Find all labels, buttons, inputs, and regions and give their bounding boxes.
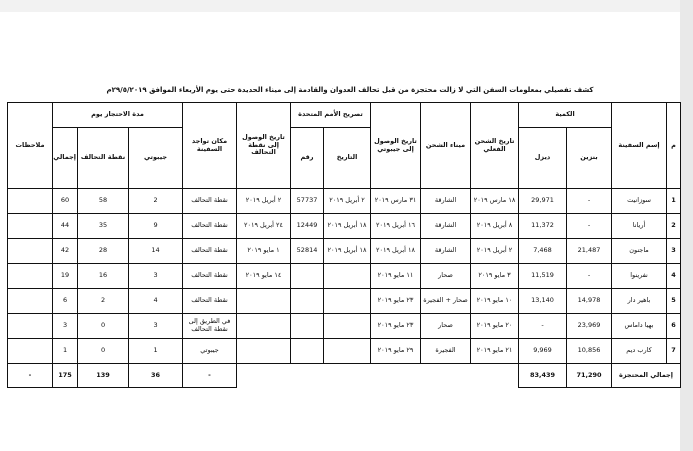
- cell-ship: باهير دار: [612, 289, 667, 314]
- cell-port: الشارقة: [421, 214, 471, 239]
- cell-location: نقطة التحالف: [183, 289, 237, 314]
- cell-days-total: 6: [53, 289, 78, 314]
- cell-diesel: -: [519, 314, 567, 339]
- cell-days-coalition: 35: [78, 214, 129, 239]
- cell-days-total: 1: [53, 339, 78, 364]
- cell-no: 6: [667, 314, 681, 339]
- cell-port: صحار: [421, 314, 471, 339]
- cell-load-date: ١٨ مارس ٢٠١٩: [471, 189, 519, 214]
- header-detention-days: مدة الاحتجاز يوم: [53, 103, 183, 128]
- header-djibouti-arrival-date: تاريخ الوصول إلى جيبوتي: [371, 103, 421, 189]
- totals-notes: -: [8, 364, 53, 388]
- cell-ship: كارب ديم: [612, 339, 667, 364]
- cell-no: 1: [667, 189, 681, 214]
- cell-load-date: ٣ مايو ٢٠١٩: [471, 264, 519, 289]
- cell-diesel: 9,969: [519, 339, 567, 364]
- cell-permit-date: ١٨ أبريل ٢٠١٩: [324, 239, 371, 264]
- cell-coalition-date: [237, 289, 291, 314]
- cell-notes: [8, 314, 53, 339]
- cell-days-coalition: 58: [78, 189, 129, 214]
- cell-ship: ماجنون: [612, 239, 667, 264]
- cell-coalition-date: ١ مايو ٢٠١٩: [237, 239, 291, 264]
- cell-days-djibouti: 3: [129, 314, 183, 339]
- table-row: [8, 264, 681, 289]
- cell-ship: بهيا داماس: [612, 314, 667, 339]
- table-row: [8, 189, 681, 214]
- cell-ship: أريانا: [612, 214, 667, 239]
- cell-load-date: ٢ أبريل ٢٠١٩: [471, 239, 519, 264]
- header-permit-no: رقم: [291, 128, 324, 189]
- cell-location: في الطريق إلى نقطة التحالف: [183, 314, 237, 339]
- totals-spacer: [324, 364, 371, 388]
- cell-petrol: -: [567, 214, 612, 239]
- cell-permit-no: [291, 339, 324, 364]
- header-djibouti: جيبوتي: [129, 128, 183, 189]
- cell-days-coalition: 16: [78, 264, 129, 289]
- totals-spacer: [291, 364, 324, 388]
- cell-notes: [8, 239, 53, 264]
- cell-days-djibouti: 2: [129, 189, 183, 214]
- header-notes: ملاحظات: [8, 103, 53, 189]
- cell-diesel: 11,372: [519, 214, 567, 239]
- header-coalition-arrival-date: تاريخ الوصول إلى نقطة التحالف: [237, 103, 291, 189]
- cell-days-djibouti: 9: [129, 214, 183, 239]
- cell-no: 2: [667, 214, 681, 239]
- cell-days-djibouti: 4: [129, 289, 183, 314]
- table-row: [8, 239, 681, 264]
- cell-no: 4: [667, 264, 681, 289]
- table-row: [8, 339, 681, 364]
- cell-days-total: 3: [53, 314, 78, 339]
- cell-djibouti-date: ٢٣ مايو ٢٠١٩: [371, 314, 421, 339]
- table-row: [8, 214, 681, 239]
- cell-location: نقطة التحالف: [183, 264, 237, 289]
- cell-port: الشارقة: [421, 189, 471, 214]
- cell-permit-date: [324, 289, 371, 314]
- cell-permit-no: 57737: [291, 189, 324, 214]
- totals-spacer: [421, 364, 471, 388]
- cell-days-coalition: 2: [78, 289, 129, 314]
- cell-location: نقطة التحالف: [183, 239, 237, 264]
- cell-permit-no: 12449: [291, 214, 324, 239]
- cell-load-date: ١٠ مايو ٢٠١٩: [471, 289, 519, 314]
- header-petrol: بنزين: [567, 128, 612, 189]
- cell-diesel: 11,519: [519, 264, 567, 289]
- cell-coalition-date: [237, 339, 291, 364]
- header-ship-name: إسم السفينة: [612, 103, 667, 189]
- cell-days-total: 42: [53, 239, 78, 264]
- totals-location: -: [183, 364, 237, 388]
- cell-days-total: 19: [53, 264, 78, 289]
- cell-notes: [8, 264, 53, 289]
- totals-spacer: [371, 364, 421, 388]
- cell-permit-no: 52814: [291, 239, 324, 264]
- cell-djibouti-date: ٣١ مارس ٢٠١٩: [371, 189, 421, 214]
- totals-days-djibouti: 36: [129, 364, 183, 388]
- header-actual-loading-date: تاريخ الشحن الفعلي: [471, 103, 519, 189]
- cell-permit-date: [324, 264, 371, 289]
- totals-row: [8, 364, 681, 388]
- cell-djibouti-date: ٢٩ مايو ٢٠١٩: [371, 339, 421, 364]
- cell-permit-date: ٢ أبريل ٢٠١٩: [324, 189, 371, 214]
- cell-notes: [8, 189, 53, 214]
- header-diesel: ديزل: [519, 128, 567, 189]
- cell-djibouti-date: ٢٣ مايو ٢٠١٩: [371, 289, 421, 314]
- cell-days-djibouti: 3: [129, 264, 183, 289]
- cell-diesel: 29,971: [519, 189, 567, 214]
- cell-load-date: ٢٠ مايو ٢٠١٩: [471, 314, 519, 339]
- header-quantity: الكمية: [519, 103, 612, 128]
- cell-port: الشارقة: [421, 239, 471, 264]
- header-permit-date: التاريخ: [324, 128, 371, 189]
- table-row: [8, 314, 681, 339]
- totals-label: إجمالي المحتجزة: [612, 364, 681, 388]
- header-coalition-point: نقطة التحالف: [78, 128, 129, 189]
- cell-days-coalition: 0: [78, 339, 129, 364]
- cell-notes: [8, 339, 53, 364]
- totals-petrol: 71,290: [567, 364, 612, 388]
- cell-petrol: 23,969: [567, 314, 612, 339]
- header-ship-location: مكان تواجد السفينة: [183, 103, 237, 189]
- cell-coalition-date: ١٤ مايو ٢٠١٩: [237, 264, 291, 289]
- cell-djibouti-date: ١٨ أبريل ٢٠١٩: [371, 239, 421, 264]
- cell-location: نقطة التحالف: [183, 214, 237, 239]
- cell-permit-date: ١٨ أبريل ٢٠١٩: [324, 214, 371, 239]
- cell-coalition-date: ٢٤ أبريل ٢٠١٩: [237, 214, 291, 239]
- header-un-permit: تصريح الأمم المتحدة: [291, 103, 371, 128]
- cell-port: الفجيرة: [421, 339, 471, 364]
- cell-coalition-date: ٢ أبريل ٢٠١٩: [237, 189, 291, 214]
- cell-petrol: 14,978: [567, 289, 612, 314]
- cell-location: جيبوتي: [183, 339, 237, 364]
- cell-diesel: 13,140: [519, 289, 567, 314]
- cell-petrol: 10,856: [567, 339, 612, 364]
- cell-permit-no: [291, 314, 324, 339]
- header-total: إجمالي: [53, 128, 78, 189]
- cell-load-date: ٢١ مايو ٢٠١٩: [471, 339, 519, 364]
- document-title: كشف تفصيلي بمعلومات السفن التي لا زالت محتجزة من قبل تحالف العدوان والقادمة إلى ميناء الحديدة حتى يوم الأربعاء الموافق ٢٩/٥/٢٠١٩م: [106, 86, 594, 94]
- cell-no: 7: [667, 339, 681, 364]
- cell-days-djibouti: 1: [129, 339, 183, 364]
- top-bar: [0, 0, 693, 12]
- cell-ship: نفرينوا: [612, 264, 667, 289]
- cell-djibouti-date: ١١ مايو ٢٠١٩: [371, 264, 421, 289]
- cell-petrol: -: [567, 189, 612, 214]
- totals-diesel: 83,439: [519, 364, 567, 388]
- totals-spacer: [471, 364, 519, 388]
- totals-spacer: [237, 364, 291, 388]
- cell-permit-date: [324, 314, 371, 339]
- totals-days-total: 175: [53, 364, 78, 388]
- cell-no: 5: [667, 289, 681, 314]
- header-row-2: [8, 128, 681, 189]
- cell-petrol: 21,487: [567, 239, 612, 264]
- header-row-1: [8, 103, 681, 128]
- cell-permit-no: [291, 264, 324, 289]
- table-row: [8, 289, 681, 314]
- cell-port: صحار + الفجيرة: [421, 289, 471, 314]
- cell-days-coalition: 0: [78, 314, 129, 339]
- cell-djibouti-date: ١٦ أبريل ٢٠١٩: [371, 214, 421, 239]
- totals-days-coalition: 139: [78, 364, 129, 388]
- cell-ship: سوزانيت: [612, 189, 667, 214]
- cell-no: 3: [667, 239, 681, 264]
- cell-days-total: 44: [53, 214, 78, 239]
- header-no: م: [667, 103, 681, 189]
- cell-notes: [8, 289, 53, 314]
- cell-petrol: -: [567, 264, 612, 289]
- cell-location: نقطة التحالف: [183, 189, 237, 214]
- cell-port: صحار: [421, 264, 471, 289]
- header-loading-port: ميناء الشحن: [421, 103, 471, 189]
- cell-days-coalition: 28: [78, 239, 129, 264]
- right-scrollbar[interactable]: [680, 0, 693, 451]
- cell-days-djibouti: 14: [129, 239, 183, 264]
- cell-coalition-date: [237, 314, 291, 339]
- cell-days-total: 60: [53, 189, 78, 214]
- cell-diesel: 7,468: [519, 239, 567, 264]
- ships-table: [7, 102, 681, 388]
- cell-permit-no: [291, 289, 324, 314]
- cell-load-date: ٨ أبريل ٢٠١٩: [471, 214, 519, 239]
- cell-notes: [8, 214, 53, 239]
- cell-permit-date: [324, 339, 371, 364]
